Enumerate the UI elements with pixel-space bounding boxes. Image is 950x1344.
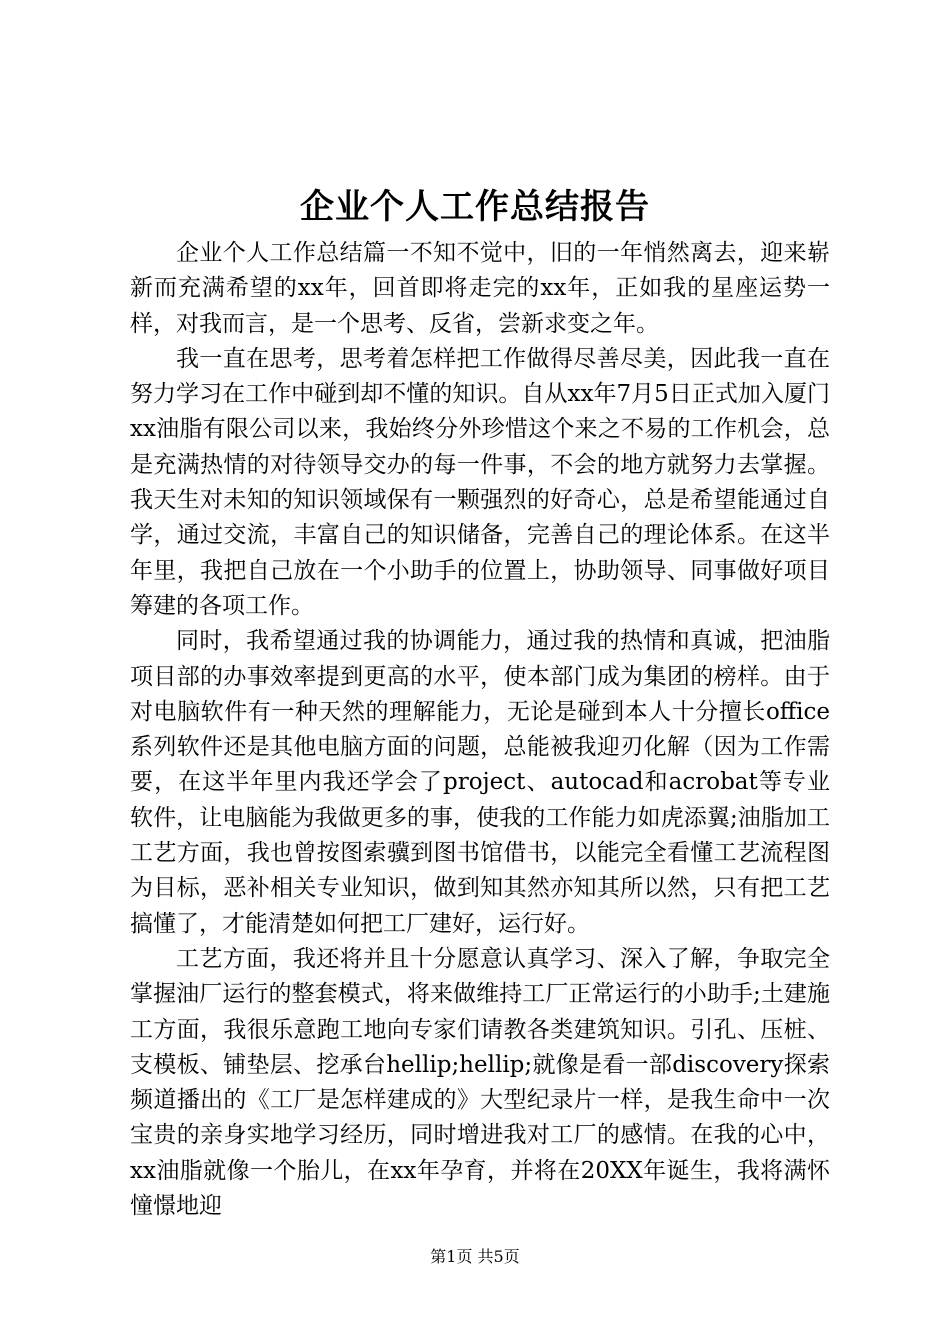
document-body	[130, 236, 830, 1224]
paragraph: 工艺方面，我还将并且十分愿意认真学习、深入了解，争取完全掌握油厂运行的整套模式，将来做维持工厂正常运行的小助手;土建施工方面，我很乐意跑工地向专家们请教各类建筑知识。引孔、压桩、支模板、铺垫层、挖承台hellip;hellip;就像是看一部discovery探索频道播出的《工厂是怎样建成的》大型纪录片一样，是我生命中一次宝贵的亲身实地学习经历，同时增进我对工厂的感情。在我的心中，xx油脂就像一个胎儿，在xx年孕育，并将在20XX年诞生，我将满怀憧憬地迎	[130, 945, 830, 1220]
paragraph: 同时，我希望通过我的协调能力，通过我的热情和真诚，把油脂项目部的办事效率提到更高的水平，使本部门成为集团的榜样。由于对电脑软件有一种天然的理解能力，无论是碰到本人十分擅长office系列软件还是其他电脑方面的问题，总能被我迎刃化解（因为工作需要，在这半年里内我还学会了project、autocad和acrobat等专业软件，让电脑能为我做更多的事，使我的工作能力如虎添翼;油脂加工工艺方面，我也曾按图索骥到图书馆借书，以能完全看懂工艺流程图为目标，恶补相关专业知识，做到知其然亦知其所以然，只有把工艺搞懂了，才能清楚如何把工厂建好，运行好。	[130, 628, 830, 937]
page-number-footer: 第1页 共5页	[430, 1247, 520, 1266]
paragraph: 企业个人工作总结篇一不知不觉中，旧的一年悄然离去，迎来崭新而充满希望的xx年，回首即将走完的xx年，正如我的星座运势一样，对我而言，是一个思考、反省，尝新求变之年。	[130, 240, 830, 337]
paragraph: 我一直在思考，思考着怎样把工作做得尽善尽美，因此我一直在努力学习在工作中碰到却不懂的知识。自从xx年7月5日正式加入厦门xx油脂有限公司以来，我始终分外珍惜这个来之不易的工作机会，总是充满热情的对待领导交办的每一件事，不会的地方就努力去掌握。我天生对未知的知识领域保有一颗强烈的好奇心，总是希望能通过自学，通过交流，丰富自己的知识储备，完善自己的理论体系。在这半年里，我把自己放在一个小助手的位置上，协助领导、同事做好项目筹建的各项工作。	[130, 345, 830, 619]
document-title: 企业个人工作总结报告	[300, 187, 650, 227]
